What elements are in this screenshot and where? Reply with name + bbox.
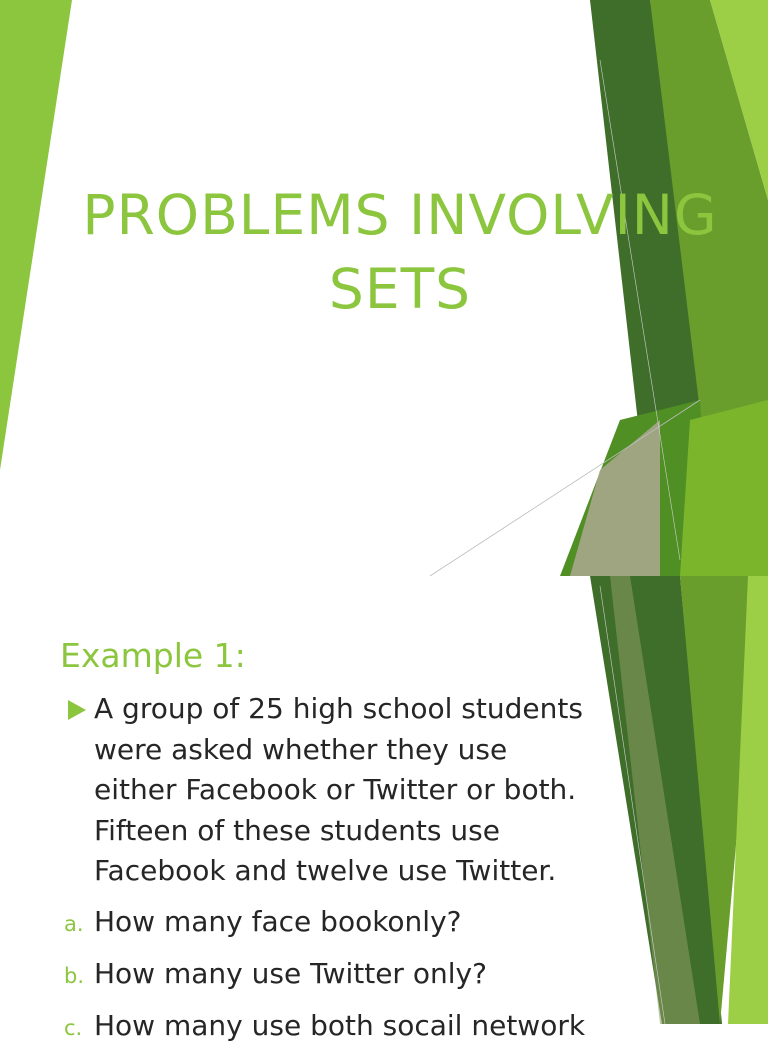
statement-line: either Facebook or Twitter or both. [94,773,577,806]
question-marker: b. [64,964,85,988]
statement-line: Fifteen of these students use [94,813,500,847]
statement-line: Facebook and twelve use Twitter. [94,854,557,887]
bullet-arrow-icon [68,700,86,720]
lower-right-facet-shape [680,400,768,576]
problem-statement [94,689,694,892]
statement-line: were asked whether they use [94,732,508,766]
statement-line: A group of 25 high school students [94,692,583,725]
question-text: How many use Twitter only? [94,957,487,990]
question-marker: a. [64,912,84,936]
question-marker: c. [64,1016,83,1040]
example-slide [0,576,768,1042]
question-text: How many face bookonly? [94,905,462,938]
slide-title [40,178,760,326]
title-line-1: PROBLEMS INVOLVING [82,183,718,247]
example-heading: Example 1: [60,636,246,675]
title-line-2: SETS [328,257,472,321]
question-text: How many use both socail network [94,1009,586,1042]
